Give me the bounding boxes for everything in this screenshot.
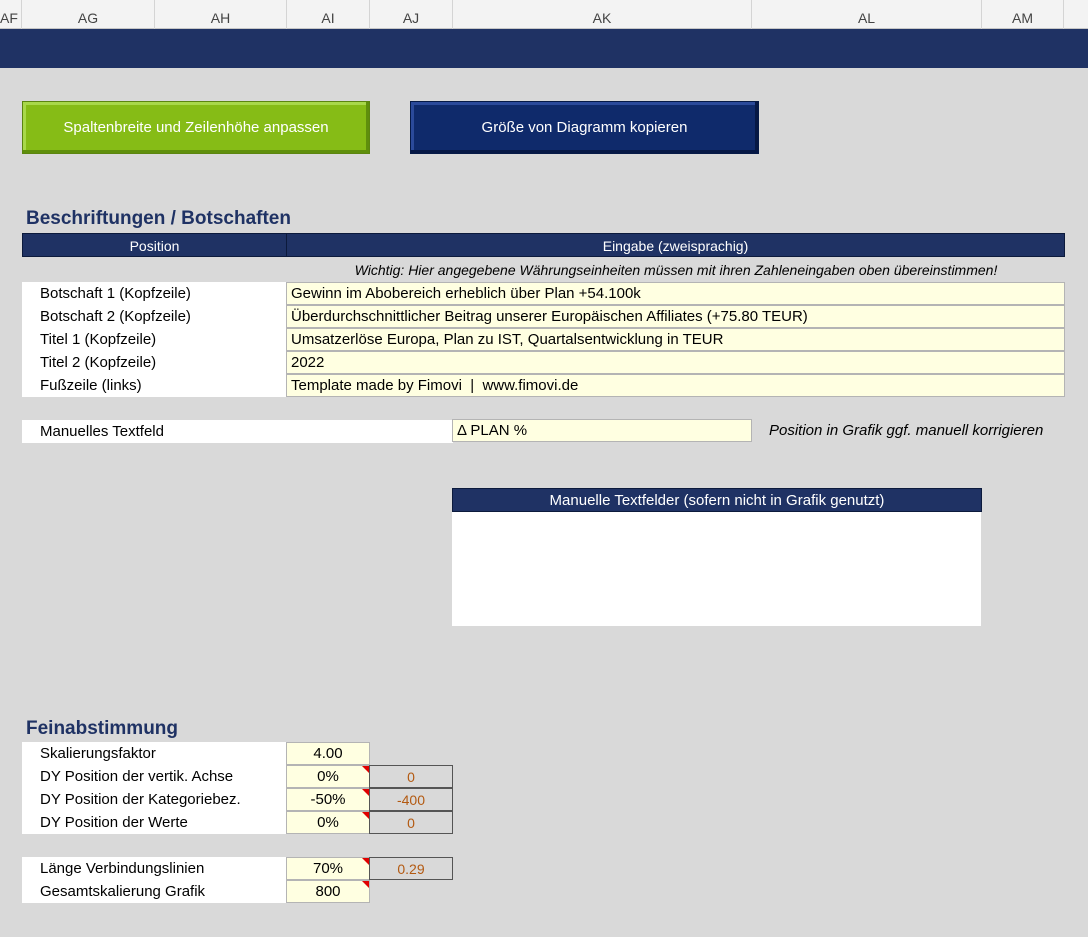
row-label-titel-1: Titel 1 (Kopfzeile) bbox=[22, 328, 287, 351]
input-botschaft-2[interactable]: Überdurchschnittlicher Beitrag unserer Europäischen Affiliates (+75.80 TEUR) bbox=[286, 305, 1065, 328]
calc-connector-length: 0.29 bbox=[369, 857, 453, 880]
row-label-botschaft-2: Botschaft 2 (Kopfzeile) bbox=[22, 305, 287, 328]
calc-dy-category: -400 bbox=[369, 788, 453, 811]
manual-textfield-note: Position in Grafik ggf. manuell korrigieren bbox=[769, 422, 1044, 439]
input-titel-2[interactable]: 2022 bbox=[286, 351, 1065, 374]
input-connector-length[interactable]: 70% bbox=[286, 857, 370, 880]
row-label-dy-values: DY Position der Werte bbox=[22, 811, 287, 834]
manual-textbox-title: Manuelle Textfelder (sofern nicht in Grafik genutzt) bbox=[452, 488, 982, 512]
manual-textfield-label: Manuelles Textfeld bbox=[22, 420, 453, 443]
calc-dy-values: 0 bbox=[369, 811, 453, 834]
manual-textfield-input[interactable]: Δ PLAN % bbox=[452, 419, 752, 442]
labels-section-title: Beschriftungen / Botschaften bbox=[26, 208, 291, 229]
fit-columns-button[interactable]: Spaltenbreite und Zeilenhöhe anpassen bbox=[22, 101, 370, 154]
column-header-bar bbox=[0, 0, 1088, 29]
column-header-position: Position bbox=[22, 233, 287, 257]
column-header-am[interactable]: AM bbox=[982, 0, 1064, 29]
input-scale-factor[interactable]: 4.00 bbox=[286, 742, 370, 765]
row-label-titel-2: Titel 2 (Kopfzeile) bbox=[22, 351, 287, 374]
row-label-footer: Fußzeile (links) bbox=[22, 374, 287, 397]
row-label-scale-factor: Skalierungsfaktor bbox=[22, 742, 287, 765]
row-label-total-scaling: Gesamtskalierung Grafik bbox=[22, 880, 287, 903]
currency-warning: Wichtig: Hier angegebene Währungseinheiten müssen mit ihren Zahleneingaben oben übereinstimmen! bbox=[354, 262, 998, 278]
column-header-ai[interactable]: AI bbox=[287, 0, 370, 29]
input-dy-axis[interactable]: 0% bbox=[286, 765, 370, 788]
row-label-connector-length: Länge Verbindungslinien bbox=[22, 857, 287, 880]
copy-chart-size-button[interactable]: Größe von Diagramm kopieren bbox=[410, 101, 759, 154]
row-label-dy-category: DY Position der Kategoriebez. bbox=[22, 788, 287, 811]
column-header-aj[interactable]: AJ bbox=[370, 0, 453, 29]
input-botschaft-1[interactable]: Gewinn im Abobereich erheblich über Plan +54.100k bbox=[286, 282, 1065, 305]
fine-tuning-section-title: Feinabstimmung bbox=[26, 718, 179, 739]
calc-dy-axis: 0 bbox=[369, 765, 453, 788]
row-label-botschaft-1: Botschaft 1 (Kopfzeile) bbox=[22, 282, 287, 305]
input-total-scaling[interactable]: 800 bbox=[286, 880, 370, 903]
column-header-al[interactable]: AL bbox=[752, 0, 982, 29]
manual-textbox-area[interactable] bbox=[452, 512, 981, 626]
column-header-ak[interactable]: AK bbox=[453, 0, 752, 29]
row-label-dy-axis: DY Position der vertik. Achse bbox=[22, 765, 287, 788]
input-dy-values[interactable]: 0% bbox=[286, 811, 370, 834]
input-dy-category[interactable]: -50% bbox=[286, 788, 370, 811]
column-header-ag[interactable]: AG bbox=[22, 0, 155, 29]
input-footer[interactable]: Template made by Fimovi | www.fimovi.de bbox=[286, 374, 1065, 397]
column-header-input: Eingabe (zweisprachig) bbox=[286, 233, 1065, 257]
header-band bbox=[0, 29, 1088, 68]
column-header-af[interactable]: AF bbox=[0, 0, 22, 29]
input-titel-1[interactable]: Umsatzerlöse Europa, Plan zu IST, Quartalsentwicklung in TEUR bbox=[286, 328, 1065, 351]
column-header-ah[interactable]: AH bbox=[155, 0, 287, 29]
